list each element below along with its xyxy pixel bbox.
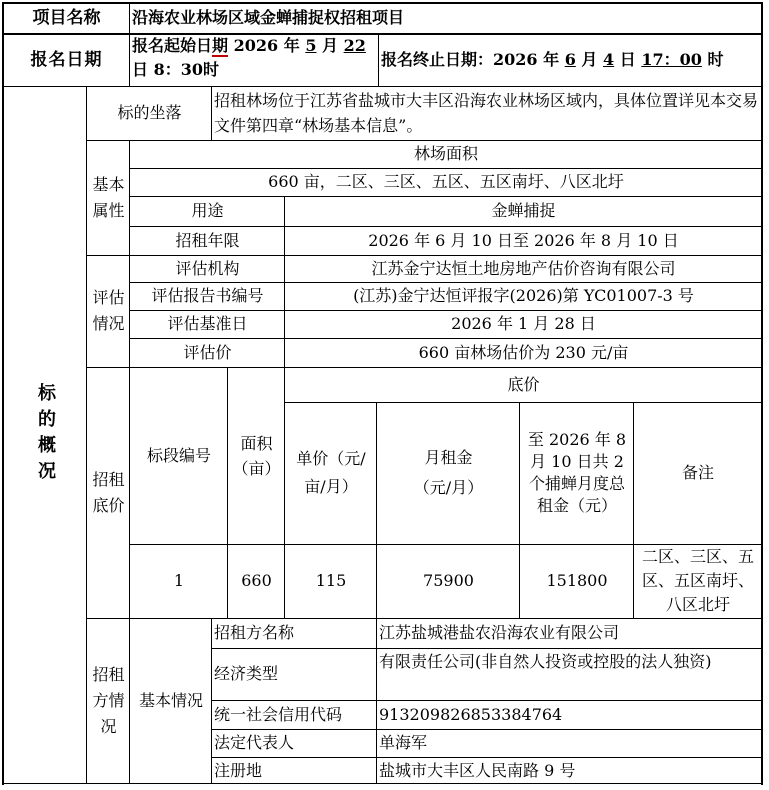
col-reserve-group: 底价 xyxy=(507,374,540,394)
base-date-value: 2026 年 1 月 28 日 xyxy=(451,314,596,333)
legal-rep-value: 单海军 xyxy=(379,733,428,752)
table-row-total-rent: 151800 xyxy=(546,571,608,590)
col-unit-price: 单价（元/亩/月） xyxy=(296,449,366,496)
agency-value: 江苏金宁达恒土地房地产估价咨询有限公司 xyxy=(371,258,676,278)
table-row-remark: 二区、三区、五区、五区南圩、八区北圩 xyxy=(641,547,754,614)
legal-rep-label: 法定代表人 xyxy=(214,733,295,752)
location-label: 标的坐落 xyxy=(117,103,182,122)
use-value: 金蝉捕捉 xyxy=(491,201,556,220)
lease-term-value: 2026 年 6 月 10 日至 2026 年 8 月 10 日 xyxy=(368,230,679,250)
table-row-section-no: 1 xyxy=(173,571,185,590)
credit-code-label: 统一社会信用代码 xyxy=(214,704,343,724)
lessor-label: 招租方情况 xyxy=(92,665,125,736)
assessed-price-label: 评估价 xyxy=(183,342,232,362)
agency-label: 评估机构 xyxy=(175,258,240,278)
table-row-monthly-rent: 75900 xyxy=(423,571,474,590)
credit-code-value: 913209826853384764 xyxy=(379,704,563,724)
use-label: 用途 xyxy=(191,201,224,220)
table-row-area: 660 xyxy=(241,571,272,590)
col-section-no: 标段编号 xyxy=(146,445,211,465)
col-total-rent: 至 2026 年 8 月 10 日共 2 个捕蝉月度总租金（元） xyxy=(527,430,627,515)
registration-end-date: 报名终止日期：2026 年 6 月 4 日 17：00 时 xyxy=(381,49,724,69)
reg-address-label: 注册地 xyxy=(214,760,263,780)
col-monthly-rent: 月租金（元/月） xyxy=(413,448,484,497)
registration-date-label: 报名日期 xyxy=(30,49,103,70)
location-value: 招租林场位于江苏省盐城市大丰区沿海农业林场区域内，具体位置详见本交易文件第四章“林场基本信息”。 xyxy=(214,91,759,135)
report-no-label: 评估报告书编号 xyxy=(151,286,264,305)
lessor-basic-label: 基本情况 xyxy=(138,691,203,710)
base-date-label: 评估基准日 xyxy=(167,314,248,333)
reserve-price-label: 招租底价 xyxy=(92,469,125,515)
table-row-unit-price: 115 xyxy=(315,571,347,590)
col-remark: 备注 xyxy=(681,463,714,482)
report-no-value: (江苏)金宁达恒评报字(2026)第 YC01007-3 号 xyxy=(353,286,694,305)
econ-type-value: 有限责任公司(非自然人投资或控股的法人独资) xyxy=(379,652,712,671)
forest-area-value: 660 亩，二区、三区、五区、五区南圩、八区北圩 xyxy=(268,172,624,191)
basic-attributes-label: 基本属性 xyxy=(92,174,125,220)
overview-label: 标的概况 xyxy=(35,383,56,487)
econ-type-label: 经济类型 xyxy=(214,664,279,683)
lessor-name-value: 江苏盐城港盐农沿海农业有限公司 xyxy=(379,623,620,642)
lessor-name-label: 招租方名称 xyxy=(214,623,295,642)
col-area: 面积（亩） xyxy=(232,433,281,478)
project-name-value: 沿海农业林场区域金蝉捕捉权招租项目 xyxy=(132,8,405,27)
assessment-label: 评估情况 xyxy=(92,288,125,333)
registration-start-date: 报名起始日期 2026 年 5 月 22 日 8：30时 xyxy=(132,36,366,79)
project-name-label: 项目名称 xyxy=(32,8,101,28)
forest-area-label: 林场面积 xyxy=(413,144,478,163)
assessed-price-value: 660 亩林场估价为 230 元/亩 xyxy=(418,342,629,362)
reg-address-value: 盐城市大丰区人民南路 9 号 xyxy=(379,760,576,780)
lease-term-label: 招租年限 xyxy=(175,230,240,250)
